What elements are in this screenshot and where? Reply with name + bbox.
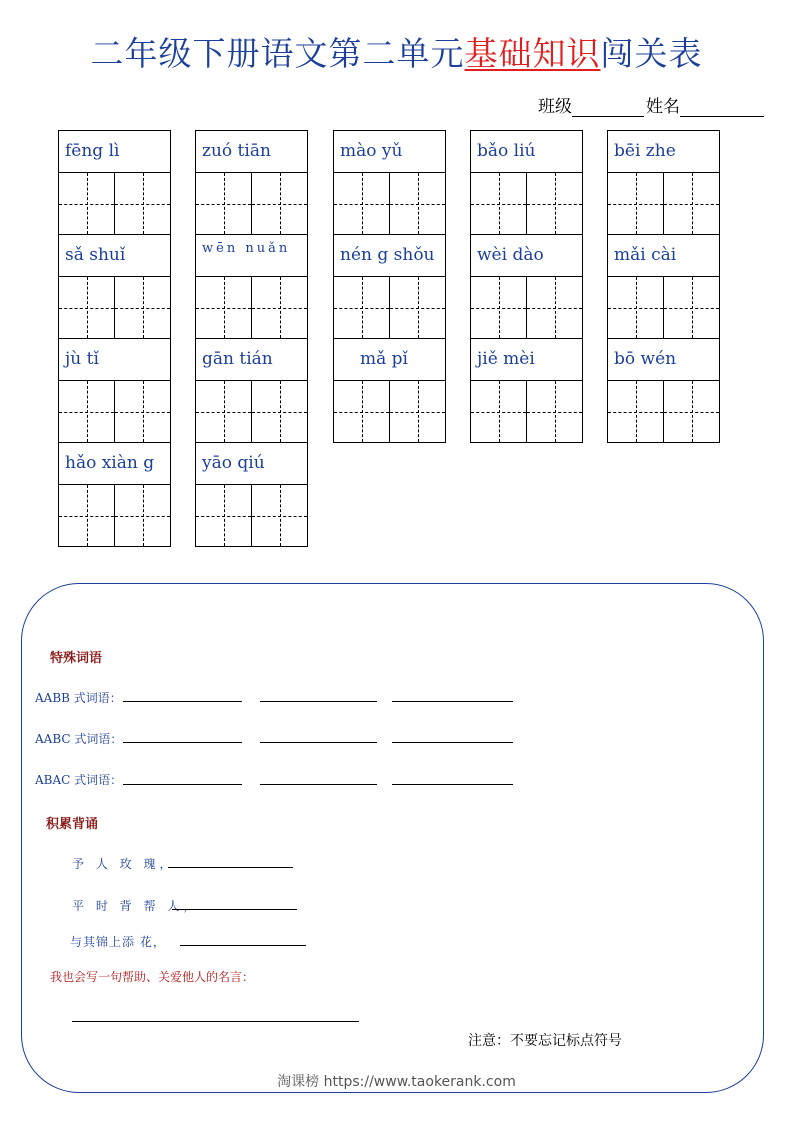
answer-line[interactable] — [123, 742, 242, 743]
tian-cell[interactable] — [334, 173, 389, 234]
writing-grid[interactable] — [196, 485, 307, 546]
word-item — [608, 131, 719, 235]
tian-cell[interactable] — [471, 381, 526, 442]
tian-cell[interactable] — [389, 381, 445, 442]
student-info — [538, 92, 764, 117]
writing-grid[interactable] — [608, 173, 719, 234]
tian-cell[interactable] — [608, 173, 663, 234]
tian-cell[interactable] — [526, 381, 582, 442]
tian-cell[interactable] — [196, 277, 251, 338]
pinyin-label: yāo qiú — [196, 443, 307, 485]
class-blank[interactable] — [572, 98, 644, 117]
title-part-2: 闯关表 — [600, 34, 703, 73]
tian-cell[interactable] — [59, 485, 114, 546]
pinyin-column-2 — [195, 130, 308, 547]
word-item — [471, 235, 582, 339]
writing-grid[interactable] — [608, 381, 719, 442]
tian-cell[interactable] — [526, 277, 582, 338]
writing-grid[interactable] — [471, 277, 582, 338]
tian-cell[interactable] — [251, 173, 307, 234]
word-item — [608, 235, 719, 339]
answer-line[interactable] — [168, 867, 293, 868]
punctuation-note: 注意：不要忘记标点符号 — [468, 1033, 622, 1049]
word-item — [196, 131, 307, 235]
word-item — [334, 131, 445, 235]
writing-grid[interactable] — [608, 277, 719, 338]
word-item — [608, 339, 719, 442]
word-item — [59, 131, 170, 235]
writing-grid[interactable] — [196, 277, 307, 338]
pinyin-label: fēng lì — [59, 131, 170, 173]
tian-cell[interactable] — [59, 173, 114, 234]
pinyin-label: sǎ shuǐ — [59, 235, 170, 277]
recite-line-1: 予 人 玫 瑰， — [72, 857, 176, 871]
pinyin-column-5 — [607, 130, 720, 443]
answer-line[interactable] — [123, 784, 242, 785]
answer-line[interactable] — [123, 701, 242, 702]
name-blank[interactable] — [680, 98, 764, 117]
footer-watermark: 淘课榜 https://www.taokerank.com — [277, 1074, 516, 1090]
tian-cell[interactable] — [334, 277, 389, 338]
answer-line[interactable] — [392, 701, 513, 702]
tian-cell[interactable] — [471, 277, 526, 338]
pinyin-label: wēn nuǎn — [196, 235, 307, 277]
pinyin-label: nén g shǒu — [334, 235, 445, 277]
tian-cell[interactable] — [663, 173, 719, 234]
writing-grid[interactable] — [334, 173, 445, 234]
pinyin-column-4 — [470, 130, 583, 443]
word-item — [196, 339, 307, 443]
answer-line[interactable] — [392, 742, 513, 743]
tian-cell[interactable] — [196, 381, 251, 442]
answer-line[interactable] — [260, 784, 377, 785]
tian-cell[interactable] — [389, 173, 445, 234]
class-label: 班级 — [538, 97, 572, 117]
word-item — [334, 339, 445, 442]
tian-cell[interactable] — [114, 277, 170, 338]
answer-line[interactable] — [180, 945, 306, 946]
answer-line[interactable] — [392, 784, 513, 785]
writing-grid[interactable] — [196, 173, 307, 234]
motto-answer-line[interactable] — [72, 1021, 359, 1022]
tian-cell[interactable] — [663, 277, 719, 338]
writing-grid[interactable] — [59, 485, 170, 546]
answer-line[interactable] — [172, 909, 297, 910]
tian-cell[interactable] — [59, 277, 114, 338]
pinyin-label: jù tǐ — [59, 339, 170, 381]
pinyin-label: mǎi cài — [608, 235, 719, 277]
writing-grid[interactable] — [471, 173, 582, 234]
word-item — [59, 235, 170, 339]
tian-cell[interactable] — [608, 277, 663, 338]
writing-grid[interactable] — [59, 277, 170, 338]
word-item — [196, 235, 307, 339]
pinyin-label: zuó tiān — [196, 131, 307, 173]
tian-cell[interactable] — [251, 277, 307, 338]
word-item — [471, 131, 582, 235]
writing-grid[interactable] — [59, 381, 170, 442]
exercise-box — [21, 583, 764, 1093]
pinyin-column-1 — [58, 130, 171, 547]
tian-cell[interactable] — [608, 381, 663, 442]
writing-grid[interactable] — [59, 173, 170, 234]
tian-cell[interactable] — [334, 381, 389, 442]
pinyin-label: bēi zhe — [608, 131, 719, 173]
pinyin-column-3 — [333, 130, 446, 443]
aabb-label: AABB 式词语： — [35, 691, 122, 705]
tian-cell[interactable] — [114, 381, 170, 442]
special-words-heading: 特殊词语 — [50, 651, 103, 666]
writing-grid[interactable] — [196, 381, 307, 442]
pinyin-label: wèi dào — [471, 235, 582, 277]
tian-cell[interactable] — [471, 173, 526, 234]
recite-heading: 积累背诵 — [46, 817, 99, 832]
name-label: 姓名 — [646, 97, 680, 117]
tian-cell[interactable] — [526, 173, 582, 234]
tian-cell[interactable] — [251, 485, 307, 546]
word-item — [196, 443, 307, 546]
answer-line[interactable] — [260, 701, 377, 702]
title-part-1: 二年级下册语文第二单元 — [90, 34, 465, 73]
pinyin-label: bǎo liú — [471, 131, 582, 173]
pinyin-label: jiě mèi — [471, 339, 582, 381]
tian-cell[interactable] — [389, 277, 445, 338]
recite-line-2: 平 时 背 帮 人， — [72, 899, 200, 913]
abac-label: ABAC 式词语： — [35, 773, 123, 787]
recite-line-3: 与其锦上添 花， — [70, 935, 166, 949]
tian-cell[interactable] — [196, 173, 251, 234]
pinyin-label: mào yǔ — [334, 131, 445, 173]
tian-cell[interactable] — [114, 485, 170, 546]
tian-cell[interactable] — [251, 381, 307, 442]
pinyin-label: mǎ pǐ — [334, 339, 445, 381]
answer-line[interactable] — [260, 742, 377, 743]
tian-cell[interactable] — [196, 485, 251, 546]
writing-grid[interactable] — [471, 381, 582, 442]
pinyin-label: hǎo xiàn g — [59, 443, 170, 485]
tian-cell[interactable] — [114, 173, 170, 234]
pinyin-label: bō wén — [608, 339, 719, 381]
page-title — [0, 28, 793, 75]
writing-grid[interactable] — [334, 277, 445, 338]
word-item — [334, 235, 445, 339]
title-highlight: 基础知识 — [464, 34, 601, 73]
word-item — [471, 339, 582, 442]
pinyin-label: gān tián — [196, 339, 307, 381]
word-item — [59, 443, 170, 546]
word-item — [59, 339, 170, 443]
tian-cell[interactable] — [59, 381, 114, 442]
aabc-label: AABC 式词语： — [35, 732, 123, 746]
writing-grid[interactable] — [334, 381, 445, 442]
tian-cell[interactable] — [663, 381, 719, 442]
motto-prompt: 我也会写一句帮助、关爱他人的名言： — [50, 970, 255, 984]
